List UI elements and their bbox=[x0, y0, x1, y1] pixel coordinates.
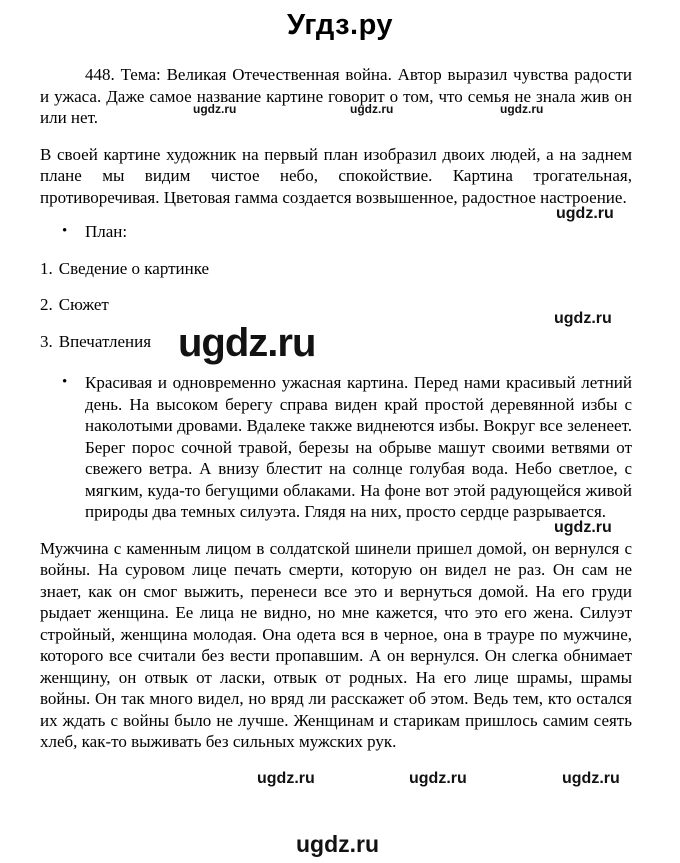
list-item-number: 1. bbox=[40, 258, 53, 278]
paragraph-impression: Красивая и одновременно ужасная картина. Перед нами красивый летний день. На высоком берегу справа виден край простой деревянной избы с наколотыми дровами. Вдалеке также виднеются избы. Вокруг все зеленеет. Берег порос сочной травой, березы на обрыве машут своими ветвями от свежего ветра. А внизу блестит на солнце голубая вода. Небо светлое, с мягким, куда-то бегущими облаками. На фоне вот этой радующейся живой природы два темных силуэта. Глядя на них, просто сердце разрывается. bbox=[85, 373, 632, 521]
list-item-label: Впечатления bbox=[58, 331, 152, 351]
list-item-number: 2. bbox=[40, 295, 53, 314]
list-item-label: Сюжет bbox=[58, 295, 109, 314]
watermark: ugdz.ru bbox=[562, 770, 620, 787]
paragraph-topic: 448. Тема: Великая Отечественная война. Автор выразил чувства радости и ужаса. Даже самое название картине говорит о том, что семья не знала жив он или нет. bbox=[40, 65, 632, 127]
watermark: ugdz.ru bbox=[257, 770, 315, 787]
watermark: ugdz.ru bbox=[556, 205, 614, 222]
impression-bullet-row bbox=[40, 372, 632, 523]
watermark: ugdz.ru bbox=[296, 831, 380, 857]
watermark: ugdz.ru bbox=[554, 310, 612, 327]
list-item-label: Сведение о картинке bbox=[58, 258, 210, 278]
bullet-icon: • bbox=[62, 223, 68, 239]
watermark: ugdz.ru bbox=[409, 770, 467, 787]
answer-text bbox=[0, 64, 680, 753]
paragraph-final: Мужчина с каменным лицом в солдатской шинели пришел домой, он вернулся с войны. На суровом лице печать смерти, которую он видел не раз. Он сам не знает, как он смог выжить, перенеси все это и вернуться домой. На его груди рыдает женщина. Ее лица не видно, но мне кажется, что это его жена. Силуэт стройный, женщина молодая. Она одета вся в черное, она в трауре по мужчине, которого все считали без вести пропавшим. А он вернулся. Он слегка обнимает женщину, он отвык от ласки, отвык от родных. На его лице шрамы, шрамы войны. Он так много видел, но вряд ли расскажет об этом. Ведь тем, кто остался их ждать с войны было не лучше. Женщинам и старикам пришлось самим сеять хлеб, как-то выживать без сильных мужских рук. bbox=[40, 538, 632, 751]
watermark: ugdz.ru bbox=[554, 519, 612, 536]
watermark: ugdz.ru bbox=[500, 102, 544, 116]
plan-list bbox=[40, 258, 632, 353]
watermark: ugdz.ru bbox=[350, 102, 394, 116]
list-item-number: 3. bbox=[40, 331, 53, 351]
plan-heading-row bbox=[40, 221, 632, 243]
bullet-icon: • bbox=[62, 374, 68, 390]
plan-heading: План: bbox=[85, 222, 128, 241]
paragraph-description: В своей картине художник на первый план изобразил двоих людей, а на заднем плане мы видим чистое небо, спокойствие. Картина трогательная, противоречивая. Цветовая гамма создается возвышенное, радостное настроение. bbox=[40, 144, 632, 207]
watermark: ugdz.ru bbox=[193, 102, 237, 116]
watermark: ugdz.ru bbox=[178, 321, 316, 365]
list-item bbox=[40, 294, 632, 316]
site-logo: Угдз.ру bbox=[286, 9, 394, 41]
list-item bbox=[40, 258, 632, 280]
list-item bbox=[40, 331, 632, 353]
